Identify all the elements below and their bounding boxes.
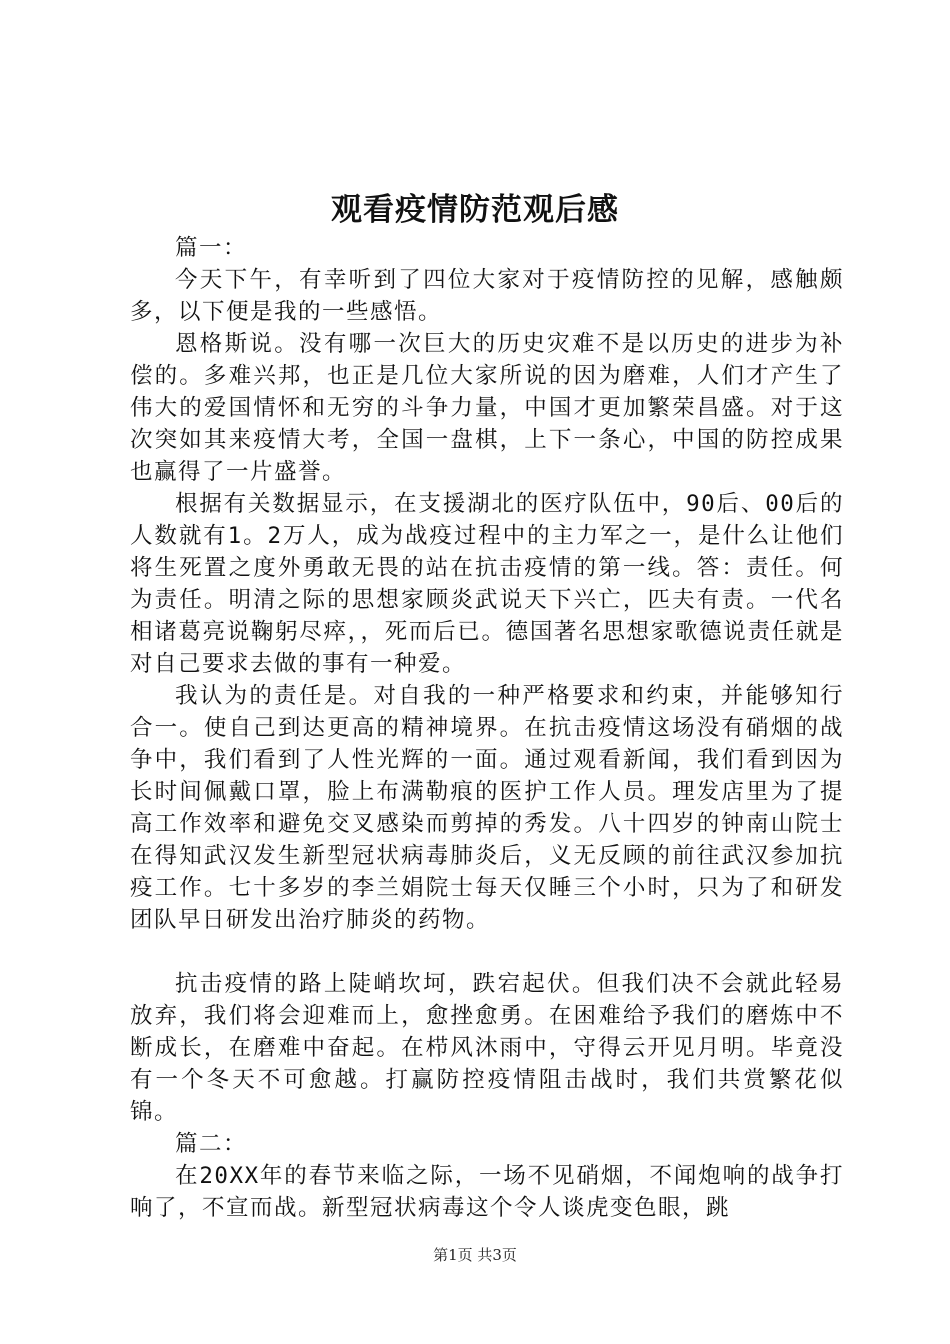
section-two-heading: 篇二： bbox=[175, 1131, 248, 1157]
paragraph-spacer bbox=[130, 936, 844, 968]
page-number-footer: 第1页 共3页 bbox=[433, 1246, 517, 1264]
paragraph-4: 我认为的责任是。对自我的一种严格要求和约束，并能够知行合一。使自己到达更高的精神境界。在抗击疫情这场没有硝烟的战争中，我们看到了人性光辉的一面。通过观看新闻，我们看到因为长时间佩戴口罩，脸上布满勒痕的医护工作人员。理发店里为了提高工作效率和避免交叉感染而剪掉的秀发。八十四岁的钟南山院士在得知武汉发生新型冠状病毒肺炎后，义无反顾的前往武汉参加抗疫工作。七十多岁的李兰娟院士每天仅睡三个小时，只为了和研发团队早日研发出治疗肺炎的药物。 bbox=[130, 683, 844, 933]
paragraph-3: 根据有关数据显示，在支援湖北的医疗队伍中，90后、00后的人数就有1。2万人，成为战疫过程中的主力军之一，是什么让他们将生死置之度外勇敢无畏的站在抗击疫情的第一线。答：责任。何为责任。明清之际的思想家顾炎武说天下兴亡，匹夫有责。一代名相诸葛亮说鞠躬尽瘁，，死而后已。德国著名思想家歌德说责任就是对自己要求去做的事有一种爱。 bbox=[130, 491, 844, 677]
paragraph-6: 在20XX年的春节来临之际，一场不见硝烟，不闻炮响的战争打响了，不宣而战。新型冠状病毒这个令人谈虎变色眼，跳 bbox=[130, 1163, 844, 1221]
document-body bbox=[130, 232, 844, 1224]
paragraph-2: 恩格斯说。没有哪一次巨大的历史灾难不是以历史的进步为补偿的。多难兴邦，也正是几位大家所说的因为磨难，人们才产生了伟大的爱国情怀和无穷的斗争力量，中国才更加繁荣昌盛。对于这次突如其来疫情大考，全国一盘棋，上下一条心，中国的防控成果也赢得了一片盛誉。 bbox=[130, 331, 844, 485]
document-title: 观看疫情防范观后感 bbox=[331, 192, 619, 228]
paragraph-5: 抗击疫情的路上陡峭坎坷，跌宕起伏。但我们决不会就此轻易放弃，我们将会迎难而上，愈挫愈勇。在困难给予我们的磨炼中不断成长，在磨难中奋起。在栉风沐雨中，守得云开见月明。毕竟没有一个冬天不可愈越。打赢防控疫情阻击战时，我们共赏繁花似锦。 bbox=[130, 971, 844, 1125]
paragraph-1: 今天下午，有幸听到了四位大家对于疫情防控的见解，感触颇多，以下便是我的一些感悟。 bbox=[130, 267, 844, 325]
section-one-heading: 篇一： bbox=[175, 235, 248, 261]
